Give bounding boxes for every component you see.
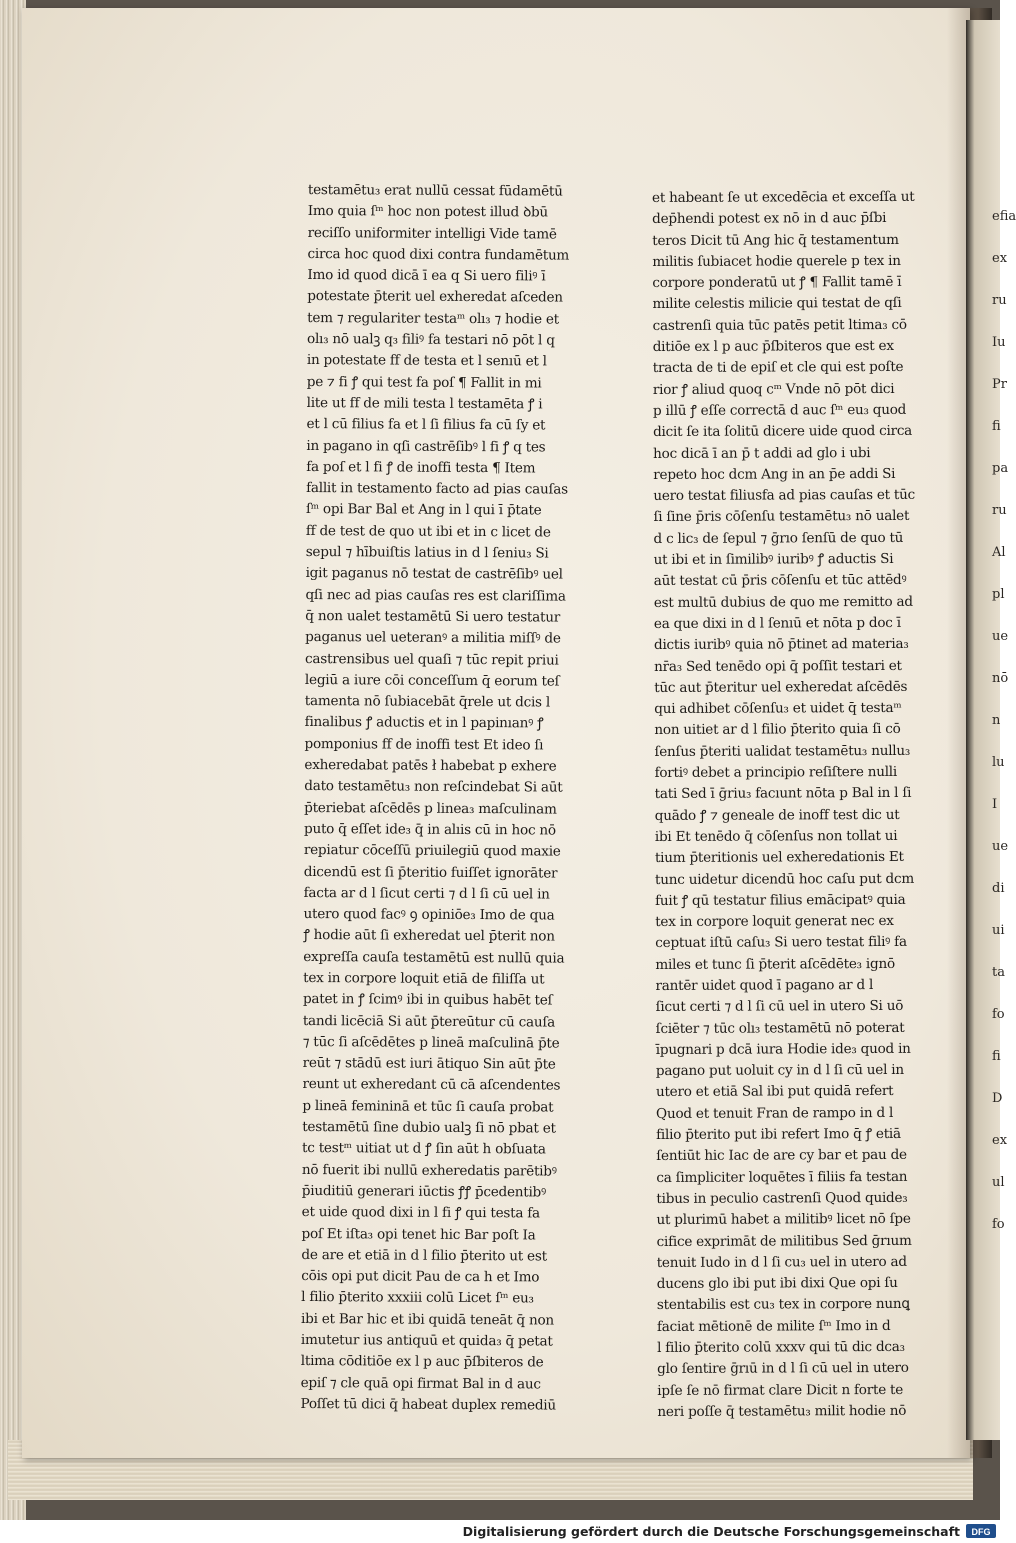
text-line: ſi ſine p̄ris cōſenſu testamētu₃ nō ualet	[653, 508, 910, 526]
text-line: īpugnari p dcā iura Hodie ide₃ quod in	[655, 1040, 911, 1058]
text-line: militis ſubiacet hodie querele p tex in	[652, 252, 901, 270]
text-line: ibi et Bar hic et ibi quidā teneāt q̄ non	[300, 1310, 554, 1329]
text-line: hoc dicā ī an p̄ t addi ad glo i ubi	[653, 444, 871, 462]
text-line: dato testamētu₃ non reſcindebat Si aūt	[304, 778, 563, 796]
text-line: pomponius ff de inoffi test Et ideo ſı	[304, 735, 544, 754]
text-line: teros Dicit tū Ang hic q̄ testamentum	[652, 231, 899, 249]
text-line: filio p̄terito put ibi refert Imo q̄ ꝭ etiā	[656, 1125, 901, 1144]
text-line: tex in corpore loquit etiā de filiſſa ut	[303, 969, 545, 988]
text-column-left	[300, 180, 570, 1417]
text-line: et l cū filius fa et l ſi filius fa cū ſy et	[306, 416, 546, 434]
dfg-logo-text: DFG	[971, 1527, 991, 1537]
footer-credit-text: Digitalisierung gefördert durch die Deutsche Forschungsgemeinschaft	[462, 1524, 960, 1539]
text-line: tamenta nō ſubiacebāt q̄rele ut dcis l	[304, 693, 551, 711]
text-line: expreſſa cauſa testamētū est nullū quia	[303, 948, 565, 967]
text-line: fallit in testamento facto ad pias cauſas	[306, 480, 568, 498]
next-page-fragment: ru	[992, 503, 1007, 518]
text-line: ipſe ſe nō firmat clare Dicit n forte te	[657, 1381, 904, 1399]
text-line: ea que dixi in d l ſenıū et nōta p doc ī	[653, 614, 901, 632]
text-line: p illū ꝭ eſſe correctā d auc ſᵐ eu₃ quod	[652, 401, 907, 419]
text-line: Quod et tenuit Fran de rampo in d l	[656, 1104, 894, 1122]
text-line: poſ Et iſta₃ opi tenet hic Bar poſt Ia	[301, 1225, 536, 1243]
next-page-fragment: D	[992, 1091, 1003, 1106]
text-line: fuit ꝭ qū testatur filius emācipatꝰ quia	[655, 891, 906, 909]
next-page-fragment: ex	[992, 251, 1008, 266]
text-line: non uitiet ar d l filio p̄terito quia ſi cō	[654, 721, 901, 739]
text-line: dicit ſe ita ſolitū dicere uide quod circa	[653, 423, 913, 441]
text-line: aūt testat cū p̄ris cōſenſu et tūc attēdꝰ	[653, 572, 907, 590]
text-line: tex in corpore loquit generat nec ex	[655, 913, 894, 931]
text-line: p̄iuditiū generari iūctis ꝭꝭ p̄cedentibꝰ	[301, 1182, 547, 1201]
text-line: tunc uidetur dicendū hoc caſu put dcm	[654, 870, 914, 888]
text-line: Poſſet tū dici q̄ habeat duplex remediū	[300, 1395, 556, 1414]
text-line: miles et tunc ſi p̄terit aſcēdēte₃ ignō	[655, 955, 895, 973]
text-line: ditiōe ex l p auc p̄ſbiteros que est ex	[652, 338, 894, 356]
text-line: rantēr uidet quod ī pagano ar d l	[655, 977, 874, 994]
text-line: quādo ꝭ ⁊ geneale de inoff test dic ut	[654, 806, 900, 824]
text-line: et uide quod dixi in l fi ꝭ qui testa fa	[301, 1204, 540, 1222]
next-page-fragment: ta	[992, 965, 1005, 980]
text-line: fortiꝰ debet a principio reſiſtere nulli	[654, 763, 898, 782]
text-line: glo ſentire ḡrıū in d l ſi cū uel in utero	[657, 1360, 909, 1378]
text-line: cifice exprimāt de militibus Sed ḡrıum	[656, 1232, 912, 1250]
text-line: ut plurimū habet a militibꝰ licet nō ſpe	[656, 1211, 911, 1229]
text-line: rior ꝭ aliud quoq cᵐ Vnde nō pōt dici	[652, 380, 895, 398]
text-line: ⁊ tūc ſi aſcēdētes p lineā maſculinā p̄te	[302, 1033, 560, 1052]
text-line: et habeant ſe ut excedēcia et exceſſa ut	[652, 188, 915, 206]
text-line: ducens glo ibi put ibi dixi Que opi ſu	[656, 1275, 898, 1293]
text-line: reciſſo uniformiter intelligi Vide tamē	[307, 224, 557, 243]
text-line: tenuit Iudo in d l ſi cu₃ uel in utero ad	[656, 1253, 907, 1271]
text-line: utero quod facꝰ ꝯ opiniōe₃ Imo de qua	[303, 906, 555, 924]
text-line: milite celestis milicie qui testat de qſi	[652, 295, 902, 313]
text-line: cōis opi put dicit Pau de ca h et Imo	[301, 1268, 540, 1286]
text-line: tem ⁊ regulariter testaᵐ olı₃ ⁊ hodie et	[307, 309, 559, 328]
text-line: imutetur ius antiquū et quida₃ q̄ petat	[300, 1332, 553, 1350]
text-line: fa poſ et l fi ꝭ de inoffi testa ¶ Item	[306, 458, 536, 477]
next-page-fragment: di	[992, 881, 1005, 896]
text-line: dicendū est ſi p̄teritio fuiſſet ignorāter	[303, 863, 558, 882]
text-line: paganus uel ueteranꝰ a militia miſſꝰ de	[305, 629, 561, 647]
text-line: reūt ⁊ stādū est iuri ātiquo Sin aūt p̄te	[302, 1055, 556, 1073]
text-line: stentabilis est cu₃ tex in corpore nunꝗ	[656, 1296, 910, 1314]
text-line: castrensibus uel quaſi ⁊ tūc repit priui	[305, 650, 559, 669]
text-line: p lineā femininā et tūc ſi cauſa probat	[302, 1097, 554, 1116]
text-line: faciat mētionē de milite ſᵐ Imo in d	[656, 1317, 891, 1335]
text-line: facta ar d l ſicut certi ⁊ d l ſi cū uel in	[303, 884, 550, 903]
text-line: ibi Et tenēdo q̄ cōſenſus non tollat ui	[654, 827, 898, 845]
text-line: legiū a iure cōi conceſſum q̄ eorum teſ	[304, 671, 560, 690]
next-page-fragment: fo	[992, 1217, 1005, 1232]
text-line: tibus in peculio castrenſi Quod quide₃	[656, 1189, 908, 1207]
text-line: epiſ ⁊ cle quā opi firmat Bal in d auc	[300, 1374, 541, 1393]
text-line: dictis iuribꝰ quia nō p̄tinet ad materia₃	[653, 636, 909, 654]
next-page-fragment: fi	[992, 1049, 1001, 1064]
text-line: tc testᵐ uitiat ut d ꝭ ſin aūt h obſuata	[302, 1140, 546, 1158]
text-line: ꝭ hodie aūt ſi exheredat uel p̄terit non	[303, 927, 555, 945]
text-line: tandi licēciā Si aūt p̄tereūtur cū cauſa	[302, 1012, 556, 1031]
text-line: ltima cōditiōe ex l p auc p̄ſbiteros de	[300, 1353, 544, 1371]
dfg-logo-icon	[966, 1523, 996, 1539]
text-line: ceptuat iſtū caſu₃ Si uero testat filiꝰ fa	[655, 934, 907, 952]
text-line: exheredabat patēs ł habebat p exhere	[304, 757, 557, 775]
text-line: sepul ⁊ hībuiſtis latius in d l ſeniu₃ Si	[305, 544, 549, 562]
text-line: l filio p̄terito colū xxxv qui tū dic dca₃	[657, 1338, 905, 1357]
text-line: ſᵐ opi Bar Bal et Ang in l qui ī p̄tate	[305, 501, 542, 519]
text-line: uero testat filiusfa ad pias cauſas et tūc	[653, 487, 915, 505]
text-line: repiatur cōceſſū priuilegiū quod maxie	[303, 842, 561, 860]
next-page-fragment: ru	[992, 293, 1007, 308]
text-line: est multū dubius de quo me remitto ad	[653, 593, 913, 611]
text-line: corpore ponderatū ut ꝭ ¶ Fallit tamē ī	[652, 274, 902, 292]
next-page-fragment: ue	[992, 839, 1009, 854]
text-line: de are et etiā in d l filio p̄terito ut est	[301, 1246, 547, 1265]
next-page-fragment: fi	[992, 419, 1001, 434]
text-line: l filio p̄terito xxxiii colū Licet ſᵐ eu₃	[301, 1289, 534, 1307]
footer-bar	[0, 1520, 1000, 1543]
next-page-fragment: Iu	[992, 335, 1006, 350]
text-line: ſicut certi ⁊ d l ſi cū uel in utero Si uō	[655, 998, 904, 1016]
text-column-right	[652, 187, 919, 1423]
next-page-fragment: ue	[992, 629, 1009, 644]
text-line: p̄teriebat aſcēdēs p linea₃ maſculinam	[304, 799, 557, 818]
text-line: ff de test de quo ut ibi et in c licet de	[305, 522, 551, 541]
text-line: circa hoc quod dixi contra fundamētum	[307, 245, 570, 264]
text-line: potestate p̄terit uel exheredat aſceden	[307, 288, 563, 307]
text-line: in potestate ff de testa et l senıū et l	[306, 352, 547, 370]
text-line: reunt ut exheredant cū cā aſcendentes	[302, 1076, 561, 1095]
text-line: lite ut ff de mili testa l testamēta ꝭ i	[306, 394, 543, 413]
text-line: d c lic₃ de ſepul ⁊ ḡrıo ſenſū de quo tū	[653, 529, 904, 547]
text-line: tati Sed ī ḡriu₃ facıunt nōta p Bal in l ſi	[654, 785, 912, 803]
text-line: olı₃ nō ualꝫ q₃ filiꝰ fa testari nō pōt l q	[306, 331, 555, 349]
text-line: testamētu₃ erat nullū cessat fūdamētū	[307, 181, 563, 200]
text-line: ut ibi et in ſimilibꝰ iuribꝰ ꝭ aductis Si	[653, 550, 894, 569]
text-line: pagano put uoluit cy in d l ſi cū uel in	[655, 1062, 904, 1080]
text-line: neri poſſe q̄ testamētu₃ milit hodie nō	[657, 1402, 907, 1420]
next-page-fragment: efia	[992, 209, 1016, 224]
text-line: ſenſus p̄teriti ualidat testamētu₃ nullu₃	[654, 742, 911, 760]
text-line: igit paganus nō testat de castrēſibꝰ uel	[305, 565, 563, 583]
text-line: puto q̄ eſſet ide₃ q̄ in alıis cū in hoc nō	[303, 820, 556, 839]
next-page-fragment: Al	[992, 545, 1006, 560]
text-line: nō fuerit ibi nullū exheredatis parētibꝰ	[301, 1161, 557, 1180]
next-page-fragment: nō	[992, 671, 1009, 686]
next-page-fragment: fo	[992, 1007, 1005, 1022]
text-line: repeto hoc dcm Ang in an p̄e addi Si	[653, 465, 896, 483]
next-page-fragment: pl	[992, 587, 1005, 602]
text-line: patet in ꝭ ſcimꝰ ibi in quibus habēt teſ	[302, 991, 553, 1009]
text-line: in pagano in qſi castrēſibꝰ l fi ꝭ q tes	[306, 437, 546, 456]
text-line: castrenſi quia tūc patēs petit ltima₃ cō	[652, 316, 907, 334]
text-line: finalibus ꝭ aductis et in l papinıanꝰ ꝭ	[304, 714, 544, 732]
text-line: ſciēter ⁊ tūc olı₃ testamētū nō poterat	[655, 1019, 905, 1037]
text-line: q̄ non ualet testamētū Si uero testatur	[305, 607, 561, 626]
text-line: dep̄hendi potest ex nō in d auc p̄ſbi	[652, 210, 887, 228]
text-line: testamētū ſine dubio ualꝫ ſi nō pbat et	[302, 1119, 556, 1137]
next-page-fragment: n	[992, 713, 1001, 728]
next-page-fragment: Pr	[992, 377, 1007, 392]
next-page-fragment: ex	[992, 1133, 1008, 1148]
next-page-fragment: pa	[992, 461, 1009, 476]
next-page-fragment: I	[992, 797, 998, 812]
next-page-fragment: lu	[992, 755, 1005, 770]
text-line: tracta de ti de epiſ et cle qui est poſte	[652, 359, 904, 377]
next-page-fragment: ul	[992, 1175, 1005, 1190]
text-line: ca ſimpliciter loquētes ī filiis fa testan	[656, 1168, 908, 1186]
text-line: ſentiūt hic Iac de are cy bar et pau de	[656, 1147, 907, 1165]
text-line: qſi nec ad pias cauſas res est clariſſima	[305, 586, 566, 605]
text-line: tium p̄teritionis uel exheredationis Et	[654, 849, 904, 867]
text-line: nr̄a₃ Sed tenēdo opi q̄ poſſit testari et	[654, 657, 902, 675]
text-line: pe ⁊ fi ꝭ qui test fa poſ ¶ Fallit in mi	[306, 373, 542, 392]
text-line: qui adhibet cōſenſu₃ et uidet q̄ testaᵐ	[654, 700, 902, 718]
text-line: Imo id quod dicā ī ea q Si uero filiꝰ ī	[307, 267, 546, 285]
book-page	[22, 8, 970, 1458]
text-line: tūc aut p̄teritur uel exheredat aſcēdēs	[654, 678, 908, 696]
next-page-fragment: ui	[992, 923, 1005, 938]
text-line: utero et etiā Sal ibi put quidā refert	[655, 1083, 894, 1101]
text-line: Imo quia ſᵐ hoc non potest illud ꝺbū	[307, 203, 549, 221]
